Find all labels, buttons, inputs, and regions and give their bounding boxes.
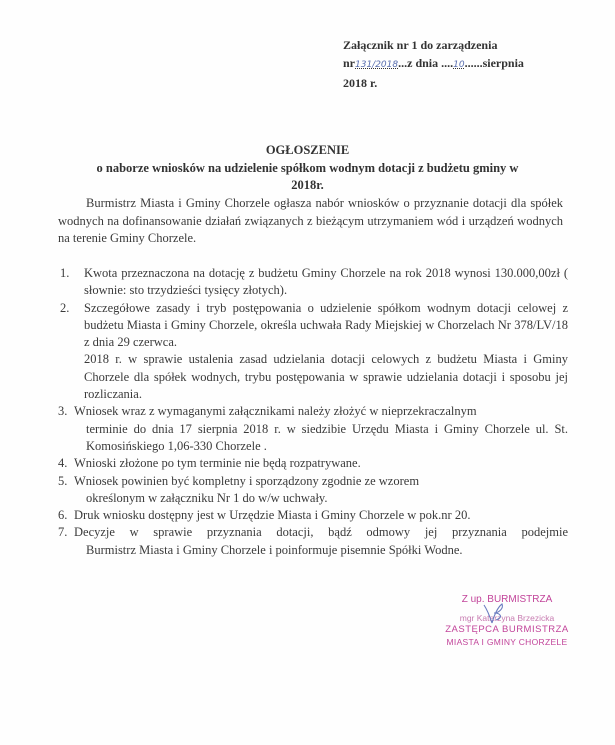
item-number: 5. xyxy=(58,473,68,488)
list-item xyxy=(58,524,568,559)
item-text: Kwota przeznaczona na dotację z budżetu Gminy Chorzele na rok 2018 wynosi 130.000,00zł ( słownie: sto trzydzieści tysięcy złotych). xyxy=(84,266,568,298)
header-line3: 2018 r. xyxy=(343,76,378,90)
stamp-line1: Z up. BURMISTRZA xyxy=(461,594,553,605)
nr-label: nr xyxy=(343,56,355,70)
list-item xyxy=(58,455,568,472)
numbered-list xyxy=(58,265,568,559)
item-text-continued: określonym w załączniku Nr 1 do w/w uchwały. xyxy=(86,490,328,505)
item-text-continued: terminie do dnia 17 sierpnia 2018 r. w siedzibie Urzędu Miasta i Gminy Chorzele ul. St. Komosińskiego 1,06-330 Chorzele . xyxy=(86,421,568,453)
list-item xyxy=(58,403,568,455)
item-text: Wnioski złożone po tym terminie nie będą rozpatrywane. xyxy=(74,456,361,471)
item-text: Szczegółowe zasady i tryb postępowania o udzielenie spółkom wodnym dotacji celowej z budżetu Miasta i Gminy Chorzele, określa uchwała Rady Miejskiej w Chorzelach Nr 378/LV/18 z dnia 29 czerwca. xyxy=(84,300,568,350)
handwritten-day: 10 xyxy=(453,60,465,70)
item-text: Wniosek wraz z wymaganymi załącznikami należy złożyć w nieprzekraczalnym xyxy=(74,404,477,419)
item-number: 4. xyxy=(58,456,68,471)
item-text: Decyzje w sprawie przyznania dotacji, bądź odmowy jej przyznania podejmie xyxy=(74,525,568,540)
item-number: 2. xyxy=(60,300,70,315)
header-line1: Załącznik nr 1 do zarządzenia xyxy=(343,38,498,52)
item-text-continued: Burmistrz Miasta i Gminy Chorzele i poinformuje pisemnie Spółki Wodne. xyxy=(86,542,463,557)
date-label: z dnia xyxy=(407,56,439,70)
document-subtitle-line1: o naborze wniosków na udzielenie spółkom wodnym dotacji z budżetu gminy w xyxy=(96,161,519,175)
list-item xyxy=(58,300,568,404)
item-number: 6. xyxy=(58,508,68,523)
stamp-signatory: mgr Katarzyna Brzezicka xyxy=(459,613,555,623)
item-number: 3. xyxy=(58,404,68,419)
item-text: Druk wniosku dostępny jest w Urzędzie Miasta i Gminy Chorzele w pok.nr 20. xyxy=(74,508,471,523)
list-item xyxy=(58,507,568,524)
item-text: Wniosek powinien być kompletny i sporządzony zgodnie ze wzorem xyxy=(74,473,420,488)
stamp-office: MIASTA I GMINY CHORZELE xyxy=(446,637,568,647)
list-item xyxy=(58,265,568,300)
item-number: 1. xyxy=(60,266,70,280)
item-number: 7. xyxy=(58,525,68,540)
handwritten-number: 131/2018 xyxy=(355,60,399,70)
list-item xyxy=(58,473,568,508)
intro-paragraph xyxy=(58,195,563,248)
stamp-position: ZASTĘPCA BURMISTRZA xyxy=(445,624,569,635)
header-line2: nr131/2018...z dnia ....10......sierpnia xyxy=(343,56,524,70)
attachment-header xyxy=(343,36,524,92)
intro-text: Burmistrz Miasta i Gminy Chorzele ogłasza nabór wniosków o przyznanie dotacji dla spółek wodnych na dofinansowanie działań związanych z bieżącym utrzymaniem wód i urządzeń wodnych na terenie Gminy Chorzele. xyxy=(58,196,563,245)
signature-icon xyxy=(480,601,510,627)
document-title: OGŁOSZENIE xyxy=(265,143,350,157)
month-label: sierpnia xyxy=(482,56,524,70)
item-text-continued: 2018 r. w sprawie ustalenia zasad udzielania dotacji celowych z budżetu Miasta i Gminy Chorzele dla spółek wodnych, trybu postępowania w sprawie udzielania dotacji i sposobu jej rozliczania. xyxy=(84,352,568,402)
document-subtitle-line2: 2018r. xyxy=(291,178,324,192)
